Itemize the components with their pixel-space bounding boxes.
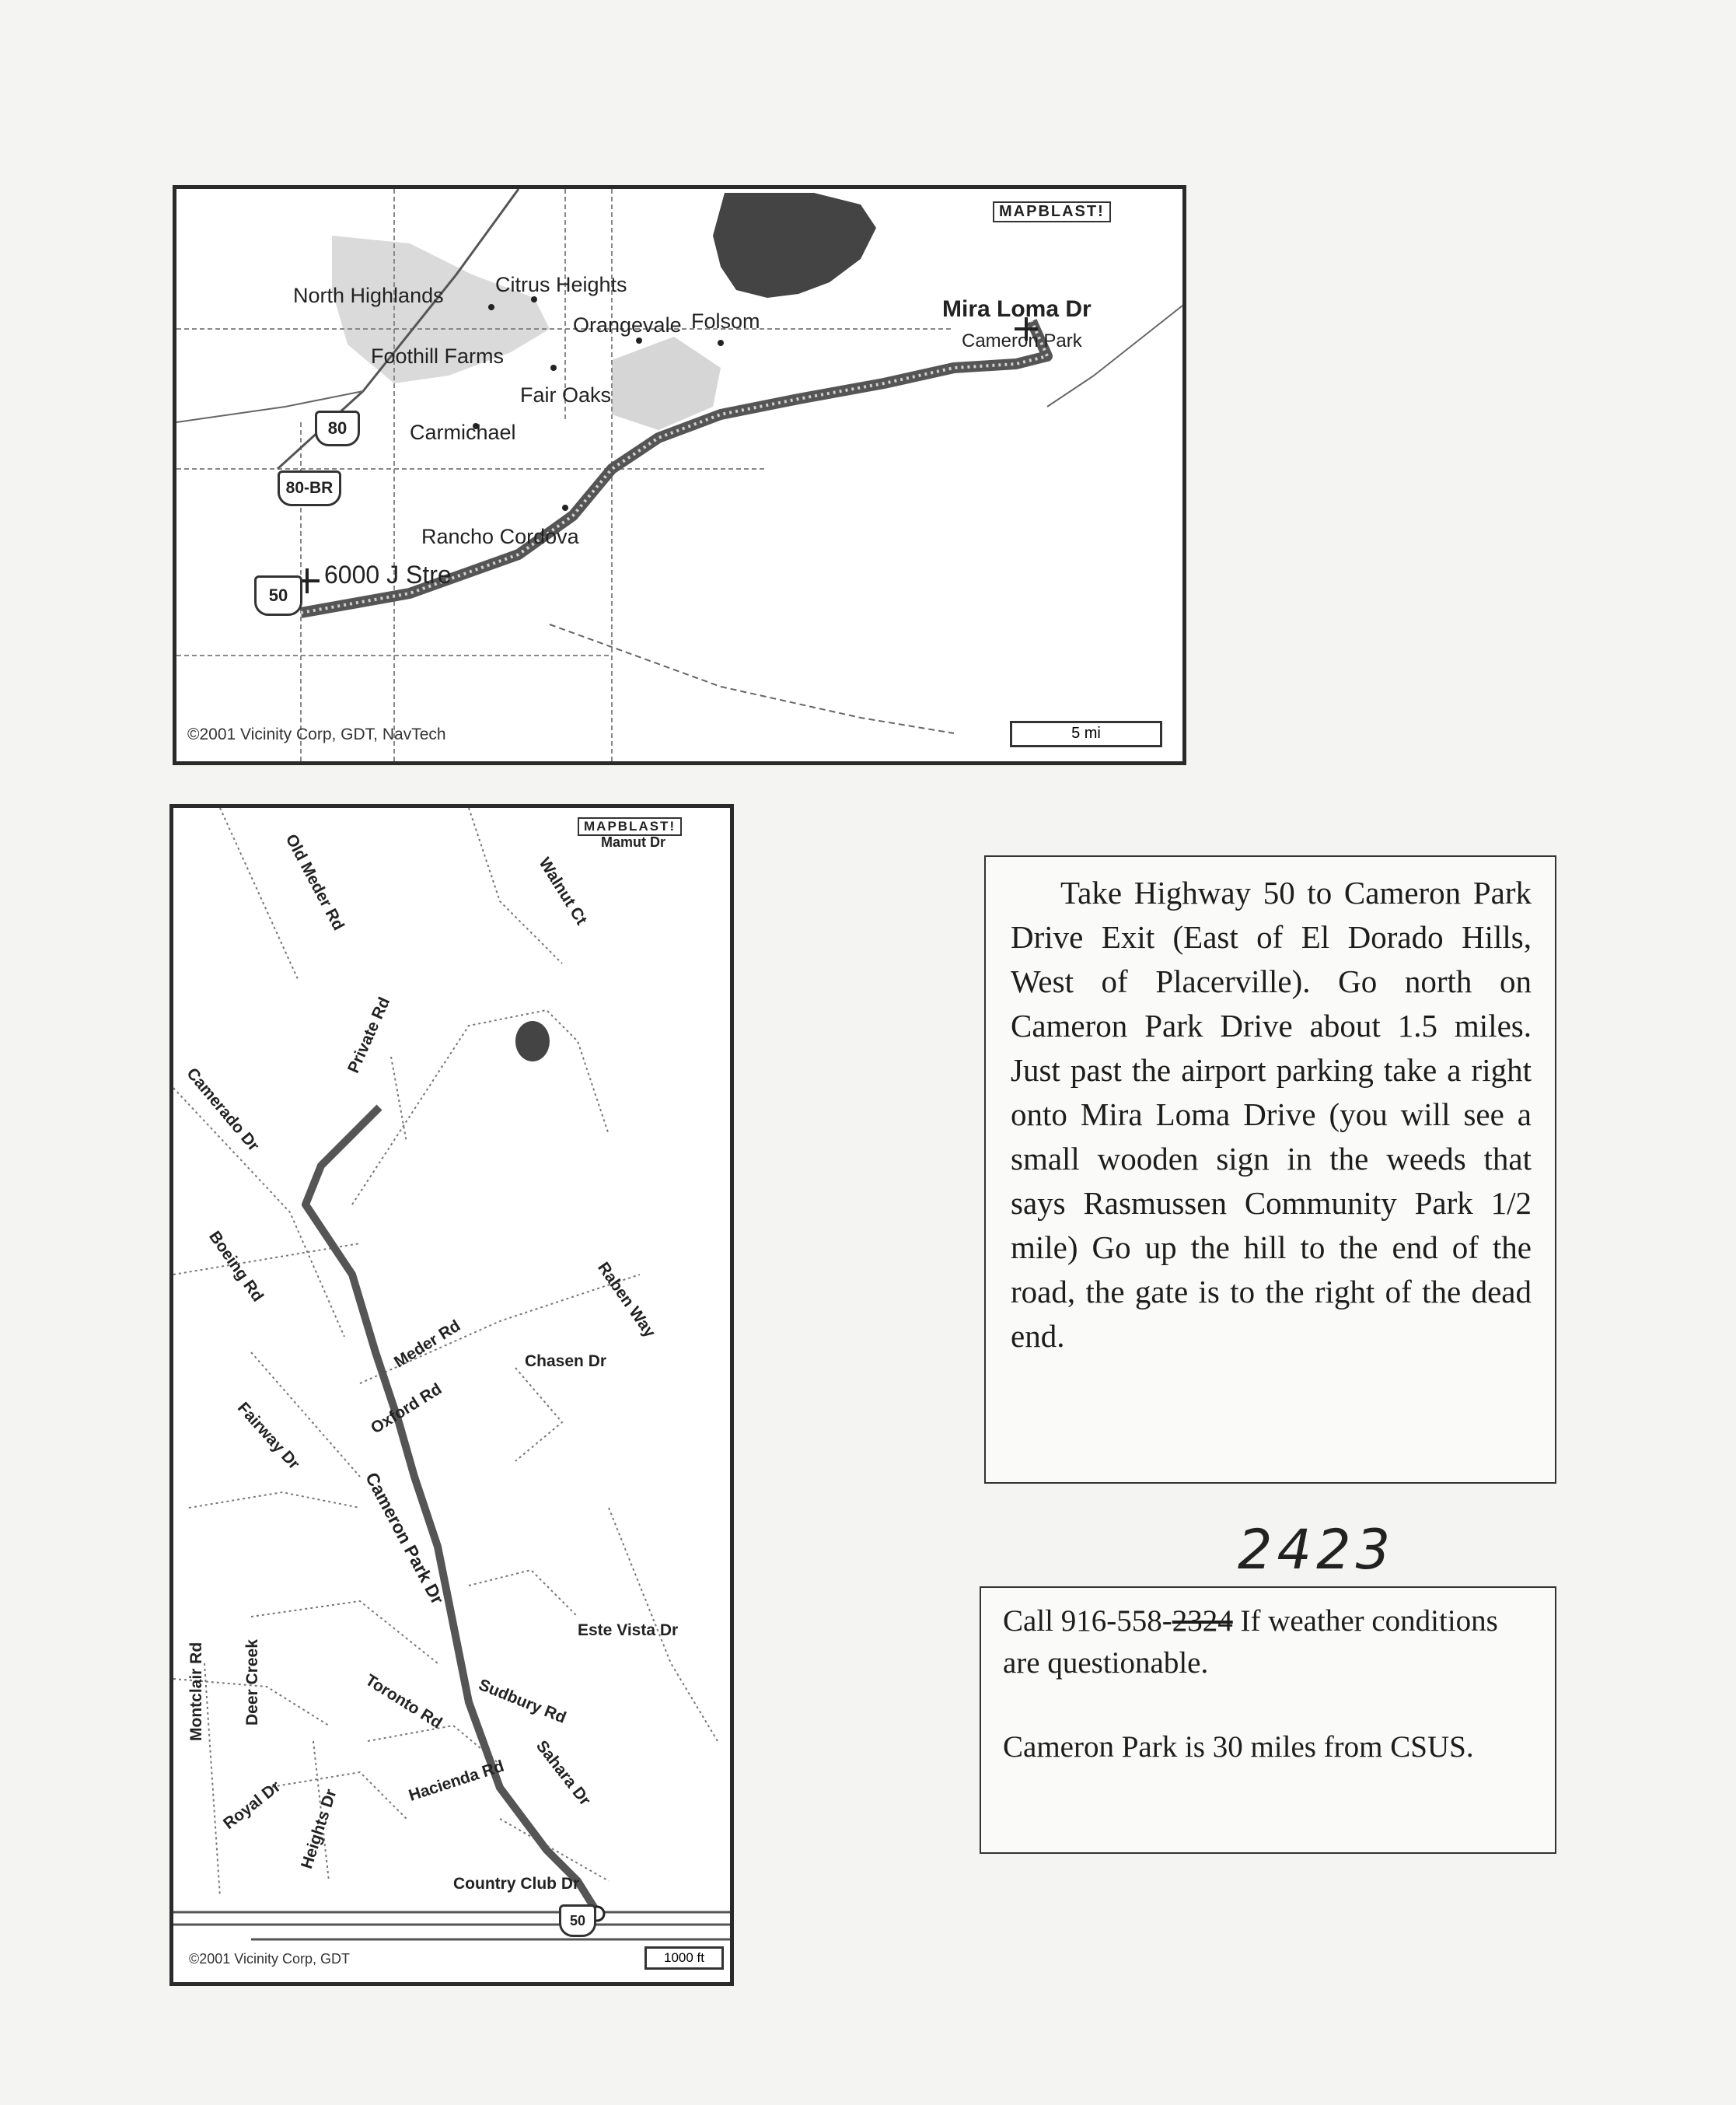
directions-box — [984, 855, 1556, 1484]
street-oxford-rd: Oxford Rd — [368, 1379, 445, 1438]
map-scale: 1000 ft — [644, 1946, 724, 1970]
mapblast-logo: MAPBLAST! — [993, 201, 1111, 222]
overview-map[interactable] — [173, 185, 1186, 765]
street-heights-dr: Heights Dr — [298, 1787, 341, 1872]
place-folsom: Folsom — [691, 309, 760, 333]
us-50-shield: 50 — [254, 575, 302, 616]
street-raben-way: Raben Way — [594, 1259, 659, 1341]
street-toronto-rd: Toronto Rd — [362, 1671, 445, 1733]
call-info-box — [980, 1586, 1556, 1854]
us-50-shield: 50 — [559, 1904, 596, 1937]
mapblast-logo: MAPBLAST! — [578, 817, 682, 836]
street-chasen-dr: Chasen Dr — [525, 1352, 607, 1370]
handwritten-phone-extension: 2423 — [1238, 1518, 1395, 1582]
street-old-meder-rd: Old Meder Rd — [281, 831, 348, 934]
distance-note: Cameron Park is 30 miles from CSUS. — [1003, 1730, 1474, 1764]
folsom-lake — [713, 193, 876, 298]
directions-text: Take Highway 50 to Cameron Park Drive Exit (East of El Dorado Hills, West of Placerville). Go north on Cameron Park Drive about 1.5 miles. Just past the airport parking take a right onto Mira Loma Drive (you will see a small wooden sign in the weeds that says Rasmussen Community Park 1/2 mile) Go up the hill to the end of the road, the gate is to the right of the dead end. — [1011, 875, 1532, 1354]
street-sudbury-rd: Sudbury Rd — [476, 1676, 569, 1727]
struck-extension: 2324 — [1172, 1604, 1233, 1638]
street-private-rd: Private Rd — [344, 995, 394, 1076]
place-cameron-park: Cameron Park — [962, 330, 1082, 351]
street-camerado-dr: Camerado Dr — [183, 1065, 263, 1155]
street-sahara-dr: Sahara Dr — [532, 1737, 595, 1810]
map-copyright: ©2001 Vicinity Corp, GDT, NavTech — [187, 726, 446, 743]
street-cameron-park-dr: Cameron Park Dr — [362, 1469, 449, 1608]
place-orangevale: Orangevale — [573, 313, 682, 337]
interstate-80-shield: 80 — [315, 411, 360, 446]
pond — [515, 1021, 550, 1061]
street-hacienda-rd: Hacienda Rd — [407, 1757, 507, 1805]
street-mamut-dr: Mamut Dr — [601, 834, 666, 850]
street-fairway-dr: Fairway Dr — [233, 1399, 303, 1474]
street-country-club-dr: Country Club Dr — [453, 1875, 580, 1893]
street-este-vista-dr: Este Vista Dr — [578, 1621, 679, 1639]
weather-note: If weather conditions are questionable. — [1003, 1604, 1498, 1680]
phone-prefix: Call 916-558- — [1003, 1604, 1172, 1638]
weather-call-note — [1003, 1600, 1533, 1684]
street-montclair-rd: Montclair Rd — [187, 1642, 205, 1741]
street-meder-rd: Meder Rd — [391, 1316, 464, 1372]
detail-map[interactable] — [169, 804, 734, 1986]
map-scale: 5 mi — [1010, 721, 1162, 747]
street-boeing-rd: Boeing Rd — [205, 1228, 267, 1306]
place-foothill-farms: Foothill Farms — [371, 344, 505, 368]
destination-label: Mira Loma Dr — [942, 296, 1092, 322]
place-north-highlands: North Highlands — [293, 284, 444, 307]
street-walnut-ct: Walnut Ct — [535, 855, 591, 928]
place-carmichael: Carmichael — [410, 421, 516, 444]
place-rancho-cordova: Rancho Cordova — [421, 525, 579, 548]
map-copyright: ©2001 Vicinity Corp, GDT — [189, 1951, 351, 1967]
street-deer-creek: Deer Creek — [243, 1639, 261, 1726]
place-start-address: 6000 J Stre — [324, 561, 452, 589]
interstate-80-business-shield: 80-BR — [278, 470, 341, 506]
place-fair-oaks: Fair Oaks — [520, 383, 612, 407]
place-citrus-heights: Citrus Heights — [495, 273, 627, 296]
street-royal-dr: Royal Dr — [220, 1777, 285, 1834]
